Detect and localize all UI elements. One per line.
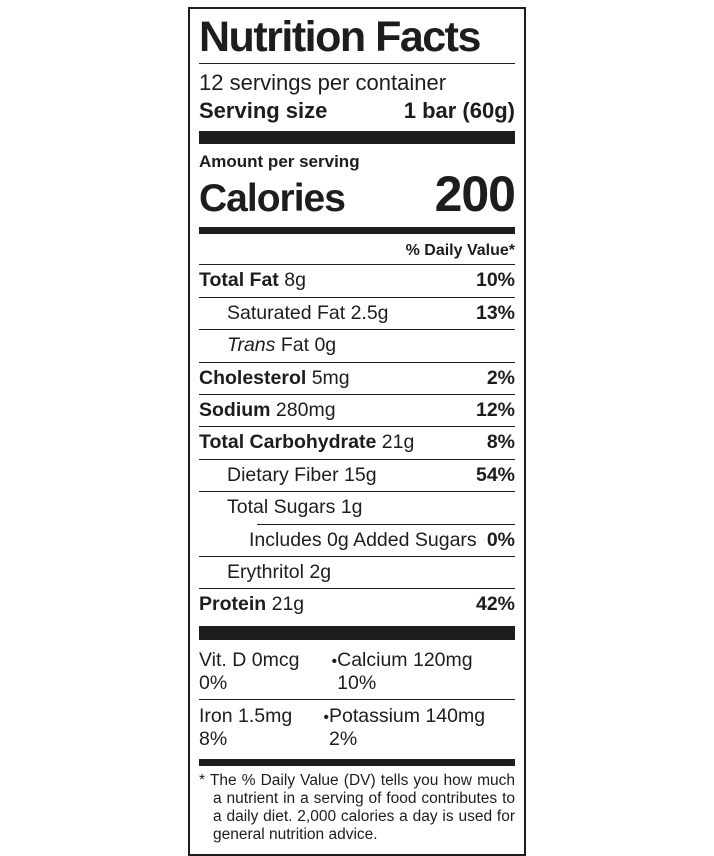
- nutrient-amount: 8g: [284, 269, 306, 292]
- nutrient-row-erythritol: [199, 556, 515, 588]
- nutrient-row-total-fat: [199, 264, 515, 296]
- micro-left: Vit. D 0mcg 0%: [199, 648, 300, 694]
- nutrient-row-cholesterol: [199, 362, 515, 394]
- nutrient-name: Sodium: [199, 399, 271, 421]
- micronutrient-row-1: [199, 644, 515, 699]
- amount-per-serving-label: Amount per serving: [199, 152, 360, 172]
- nutrient-amount: 5mg: [311, 366, 350, 389]
- nutrient-amount: 15g: [344, 463, 377, 486]
- nutrient-dv: 10%: [475, 269, 515, 292]
- micro-left: Iron 1.5mg 8%: [199, 704, 293, 750]
- nutrient-name: Fat: [280, 334, 310, 357]
- nutrition-facts-panel: [188, 7, 526, 856]
- nutrient-name: Total Carbohydrate: [199, 431, 377, 454]
- calories-label: Calories: [199, 177, 345, 221]
- nutrient-amount: 1g: [340, 496, 363, 519]
- nutrient-rows: [199, 264, 515, 620]
- nutrient-dv: 8%: [486, 431, 515, 454]
- micro-right: Potassium 140mg 2%: [328, 704, 486, 750]
- daily-value-header: % Daily Value*: [405, 242, 515, 260]
- separator-bar-heavy: [199, 626, 515, 640]
- nutrient-name: Saturated Fat: [227, 301, 346, 324]
- nutrient-row-protein: [199, 588, 515, 620]
- nutrient-row-total-carbohydrate: [199, 426, 515, 458]
- nutrient-name: Total Fat: [199, 269, 279, 292]
- footnote-text: The % Daily Value (DV) tells you how much a nutrient in a serving of food contributes to a daily diet. 2,000 calories a day is used for general nutrition advice.: [209, 771, 515, 844]
- nutrient-row-trans-fat: [199, 329, 515, 361]
- nutrient-amount: 2.5g: [350, 301, 389, 324]
- micronutrient-row-2: [199, 699, 515, 755]
- separator-bar-medium: [199, 227, 515, 234]
- nutrient-dv: 0%: [486, 528, 515, 551]
- nutrient-dv: 54%: [475, 463, 515, 486]
- bullet-separator: •: [331, 652, 338, 670]
- nutrient-row-saturated-fat: [199, 297, 515, 329]
- nutrient-row-total-sugars: [199, 491, 515, 523]
- nutrient-row-dietary-fiber: [199, 459, 515, 491]
- daily-value-footnote: [199, 769, 515, 845]
- nutrition-facts-title: Nutrition Facts: [199, 13, 480, 61]
- nutrient-amount: 2g: [309, 560, 332, 583]
- nutrient-dv: 12%: [475, 399, 515, 421]
- serving-size-row: [199, 96, 515, 128]
- nutrient-name: Erythritol: [227, 560, 304, 583]
- serving-size-label: Serving size: [199, 98, 328, 124]
- bullet-separator: •: [323, 708, 329, 726]
- footnote-marker: *: [199, 771, 206, 789]
- calories-value: 200: [434, 166, 515, 223]
- nutrient-dv: 42%: [475, 593, 515, 616]
- nutrient-name: Protein: [199, 593, 267, 616]
- nutrient-name: Dietary Fiber: [227, 463, 339, 486]
- separator-bar-thick: [199, 131, 515, 144]
- nutrient-dv: 2%: [486, 366, 515, 389]
- nutrition-label-container: [188, 7, 526, 856]
- nutrient-amount: 0g: [314, 334, 337, 357]
- nutrient-name: Includes 0g Added Sugars: [249, 528, 477, 551]
- nutrient-row-sodium: [199, 394, 515, 426]
- divider: [199, 63, 515, 64]
- nutrient-name: Total Sugars: [227, 496, 336, 519]
- serving-size-value: 1 bar (60g): [403, 98, 515, 124]
- micronutrient-rows: [199, 644, 515, 755]
- nutrient-name-italic: Trans: [227, 334, 276, 357]
- micro-right: Calcium 120mg 10%: [337, 648, 473, 694]
- nutrient-row-added-sugars: [199, 525, 515, 556]
- separator-bar-medium-bottom: [199, 759, 515, 766]
- nutrient-dv: 13%: [475, 301, 515, 324]
- nutrient-name: Cholesterol: [199, 366, 307, 389]
- calories-row: [199, 166, 515, 223]
- nutrient-amount: 280mg: [275, 399, 336, 421]
- nutrient-amount: 21g: [271, 593, 305, 616]
- nutrient-amount: 21g: [381, 431, 415, 454]
- servings-per-container: 12 servings per container: [199, 70, 447, 96]
